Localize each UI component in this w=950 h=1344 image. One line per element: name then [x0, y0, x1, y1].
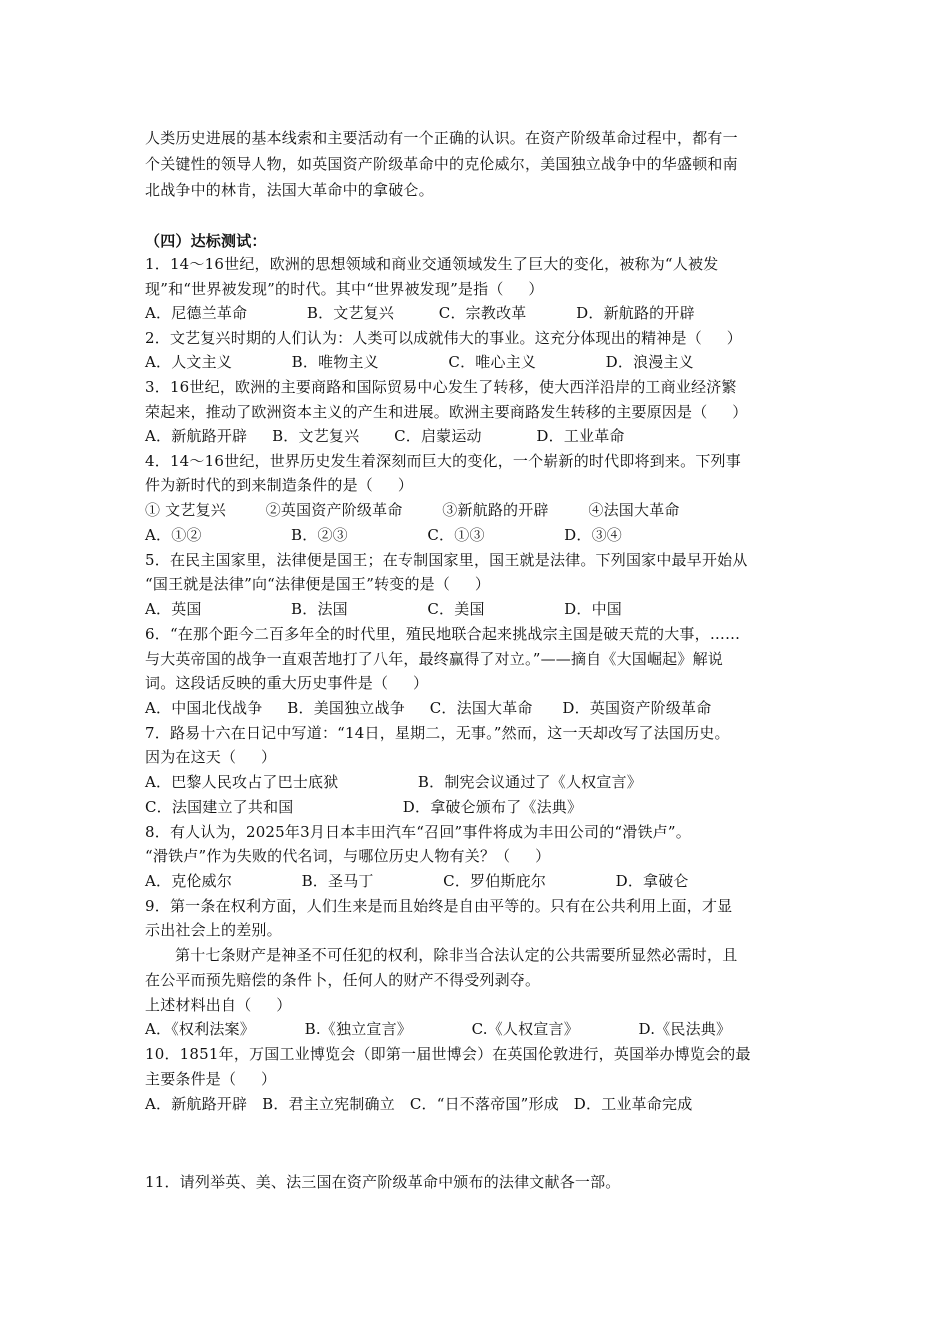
question-line: 11．请列举英、美、法三国在资产阶级革命中颁布的法律文献各一部。: [145, 1173, 621, 1191]
question-line: 4．14～16世纪，世界历史发生着深刻而巨大的变化，一个崭新的时代即将到来。下列事: [145, 452, 741, 470]
question-line: 示出社会上的差别。: [145, 921, 282, 939]
question-line: “国王就是法律”向“法律便是国王”转变的是（ ）: [145, 575, 491, 593]
question-line: 8．有人认为，2025年3月日本丰田汽车“召回”事件将成为丰田公司的“滑铁卢”。: [145, 823, 691, 841]
question-line: 现”和“世界被发现”的时代。其中“世界被发现”是指（ ）: [145, 280, 544, 298]
option-line: A．《权利法案》 B.《独立宣言》 C.《人权宣言》 D.《民法典》: [145, 1020, 732, 1038]
question-line: 5．在民主国家里，法律便是国王；在专制国家里，国王就是法律。下列国家中最早开始从: [145, 551, 748, 569]
question-line: 与大英帝国的战争一直艰苦地打了八年，最终赢得了对立。”——摘自《大国崛起》解说: [145, 650, 723, 668]
question-line: 6．“在那个距今二百多年全的时代里，殖民地联合起来挑战宗主国是破天荒的大事，……: [145, 625, 741, 643]
quote-line: 在公平而预先赔偿的条件卜，任何人的财产不得受列剥夺。: [145, 971, 541, 989]
option-line: A．尼德兰革命 B．文艺复兴 C．宗教改革 D．新航路的开辟: [145, 304, 695, 322]
question-line: 荣起来，推动了欧洲资本主义的产生和进展。欧洲主要商路发生转移的主要原因是（ ）: [145, 403, 748, 421]
quote-line: 第十七条财产是神圣不可任犯的权利，除非当合法认定的公共需要所显然必需时，且: [175, 946, 738, 964]
option-line: C．法国建立了共和国 D．拿破仑颁布了《法典》: [145, 798, 583, 816]
question-line: 10．1851年，万国工业博览会（即第一届世博会）在英国伦敦进行，英国举办博览会的最: [145, 1045, 751, 1063]
intro-line: 个关键性的领导人物，如英国资产阶级革命中的克伦威尔，美国独立战争中的华盛顿和南: [145, 155, 738, 173]
question-line: 9．第一条在权利方面，人们生来是而且始终是自由平等的。只有在公共利用上面，才显: [145, 897, 733, 915]
question-line: 3．16世纪，欧洲的主要商路和国际贸易中心发生了转移，使大西洋沿岸的工商业经济繁: [145, 378, 737, 396]
question-line: 2．文艺复兴时期的人们认为：人类可以成就伟大的事业。这充分体现出的精神是（ ）: [145, 329, 742, 347]
option-line: A．新航路开辟 B．文艺复兴 C．启蒙运动 D．工业革命: [145, 427, 625, 445]
question-line: 词。这段话反映的重大历史事件是（ ）: [145, 674, 429, 692]
question-line: 1．14～16世纪，欧洲的思想领域和商业交通领域发生了巨大的变化，被称为“人被发: [145, 255, 719, 273]
question-line: 上述材料出自（ ）: [145, 996, 292, 1014]
option-line: A．英国 B．法国 C．美国 D．中国: [145, 600, 622, 618]
option-line: A．巴黎人民攻占了巴士底狱 B．制宪会议通过了《人权宣言》: [145, 773, 642, 791]
intro-line: 北战争中的林肯，法国大革命中的拿破仑。: [145, 181, 434, 199]
option-line: ① 文艺复兴 ②英国资产阶级革命 ③新航路的开辟 ④法国大革命: [145, 501, 680, 519]
question-line: “滑铁卢”作为失败的代名词，与哪位历史人物有关？（ ）: [145, 847, 551, 865]
intro-line: 人类历史进展的基本线索和主要活动有一个正确的认识。在资产阶级革命过程中，都有一: [145, 129, 738, 147]
option-line: A．中国北伐战争 B．美国独立战争 C．法国大革命 D．英国资产阶级革命: [145, 699, 712, 717]
question-line: 主要条件是（ ）: [145, 1070, 277, 1088]
option-line: A．人文主义 B．唯物主义 C．唯心主义 D．浪漫主义: [145, 353, 694, 371]
option-line: A．新航路开辟 B．君主立宪制确立 C．“日不落帝国”形成 D．工业革命完成: [145, 1095, 693, 1113]
question-line: 7．路易十六在日记中写道：“14日，星期二，无事。”然而，这一天却改写了法国历史。: [145, 724, 730, 742]
option-line: A．克伦威尔 B．圣马丁 C．罗伯斯庇尔 D．拿破仑: [145, 872, 689, 890]
option-line: A．①② B．②③ C．①③ D．③④: [145, 526, 622, 544]
question-line: 件为新时代的到来制造条件的是（ ）: [145, 476, 414, 494]
question-line: 因为在这天（ ）: [145, 748, 277, 766]
section-title: （四）达标测试：: [145, 232, 267, 250]
